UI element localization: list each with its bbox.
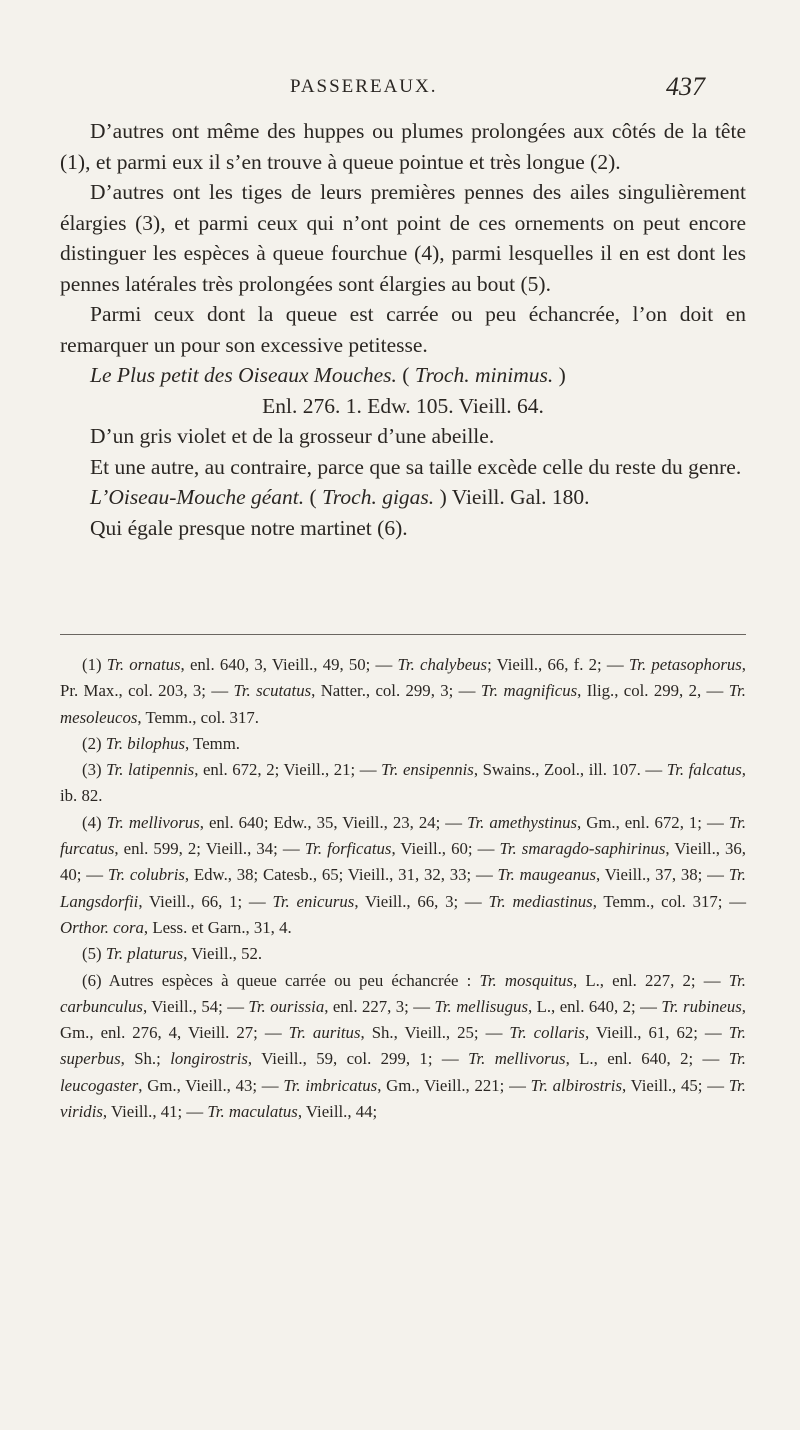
footnote-6: (6) Autres espèces à queue carrée ou peu échancrée : Tr. mosquitus, L., enl. 227, 2; — Tr. carbunculus, Vieill., 54; — Tr. ourissia, enl. 227, 3; — Tr. mellisugus, L., enl. 640, 2; — Tr. rubineus, Gm., enl. 276, 4, Vieill. 27; — Tr. auritus, Sh., Vieill., 25; — Tr. collaris, Vieill., 61, 62; — Tr. superbus, Sh.; longirostris, Vieill., 59, col. 299, 1; — Tr. mellivorus, L., enl. 640, 2; — Tr. leucogaster, Gm., Vieill., 43; — Tr. imbricatus, Gm., Vieill., 221; — Tr. albirostris, Vieill., 45; — Tr. viridis, Vieill., 41; — Tr. maculatus, Vieill., 44; — [60, 970, 747, 1122]
taxon-name: Tr. colubris — [107, 865, 185, 885]
species-heading — [60, 360, 746, 391]
taxon-name: Tr. carbunculus — [60, 970, 746, 1016]
taxon-name: Tr. leucogaster — [60, 1049, 746, 1095]
main-text — [60, 116, 746, 543]
footnote-3: (3) Tr. latipennis, enl. 672, 2; Vieill., 21; — Tr. ensipennis, Swains., Zool., ill. 107. — Tr. falcatus, ib. 82. — [60, 760, 746, 806]
taxon-name: Tr. petasophorus — [628, 655, 742, 674]
taxon-name: Tr. rubineus — [661, 996, 742, 1016]
body-paragraph: D’autres ont les tiges de leurs premières pennes des ailes singulièrement élargies (3), et parmi ceux qui n’ont point de ces ornements on peut encore distinguer les espèces à queue fourchue (4), parmi lesquelles il en est dont les pennes latérales très prolongées sont élargies au bout (5). — [60, 180, 746, 296]
taxon-name: Tr. mosquitus — [479, 970, 573, 990]
species-latin: ( Troch. gigas. ) — [304, 485, 447, 509]
footnote-1: (1) Tr. ornatus, enl. 640, 3, Vieill., 49, 50; — Tr. chalybeus; Vieill., 66, f. 2; — Tr. petasophorus, Pr. Max., col. 203, 3; — Tr. scutatus, Natter., col. 299, 3; — Tr. magnificus, Ilig., col. 299, 2, — Tr. mesoleucos, Temm., col. 317. — [60, 655, 746, 727]
footnote-4: (4) Tr. mellivorus, enl. 640; Edw., 35, Vieill., 23, 24; — Tr. amethystinus, Gm., enl. 672, 1; — Tr. furcatus, enl. 599, 2; Vieill., 34; — Tr. forficatus, Vieill., 60; — Tr. smaragdo-saphirinus, Vieill., 36, 40; — Tr. colubris, Edw., 38; Catesb., 65; Vieill., 31, 32, 33; — Tr. maugeanus, Vieill., 37, 38; — Tr. Langsdorfii, Vieill., 66, 1; — Tr. enicurus, Vieill., 66, 3; — Tr. mediastinus, Temm., col. 317; — Orthor. cora, Less. et Garn., 31, 4. — [60, 812, 747, 937]
taxon-name: Tr. Langsdorfii — [60, 865, 746, 911]
species-description: Qui égale presque notre martinet (6). — [90, 515, 408, 540]
taxon-name: Tr. platurus — [105, 944, 184, 964]
taxon-name: Tr. albirostris — [530, 1075, 622, 1095]
footnote-2: (2) Tr. bilophus, Temm. — [82, 733, 240, 753]
body-paragraph: Parmi ceux dont la queue est carrée ou peu échancrée, l’on doit en remarquer un pour son excessive petitesse. — [60, 302, 746, 357]
taxon-name: Tr. scutatus — [233, 681, 312, 701]
taxon-name: Tr. viridis — [60, 1075, 747, 1122]
taxon-name: Tr. furcatus — [60, 812, 747, 859]
taxon-name: Tr. imbricatus — [283, 1075, 378, 1095]
taxon-name: Tr. maugeanus — [497, 865, 597, 885]
taxon-name: Tr. ensipennis — [381, 760, 474, 780]
taxon-name: Tr. mesoleucos — [60, 681, 746, 727]
footnotes — [60, 652, 746, 1125]
footnote-separator — [60, 634, 746, 635]
taxon-name: Tr. superbus — [60, 1023, 747, 1069]
taxon-name: Tr. chalybeus — [397, 655, 488, 674]
taxon-name: Tr. mellivorus — [468, 1049, 566, 1069]
species-latin: ( Troch. minimus. ) — [396, 363, 566, 387]
body-paragraph: Et une autre, au contraire, parce que sa taille excède celle du reste du genre. — [90, 454, 742, 479]
taxon-name: Tr. bilophus — [105, 733, 186, 753]
taxon-name: Tr. maculatus — [207, 1102, 298, 1122]
taxon-name: Tr. mediastinus — [488, 891, 593, 911]
taxon-name: Tr. ornatus — [106, 655, 181, 674]
taxon-name: Tr. forficatus — [304, 839, 392, 859]
taxon-name: Tr. ourissia — [248, 996, 325, 1016]
body-paragraph: D’autres ont même des huppes ou plumes prolongées aux côtés de la tête (1), et parmi eux il s’en trouve à queue pointue et très longue (2). — [60, 119, 746, 174]
species-description: D’un gris violet et de la grosseur d’une abeille. — [90, 424, 495, 448]
taxon-name: Orthor. cora — [60, 917, 144, 937]
taxon-name: Tr. smaragdo-saphirinus — [499, 839, 666, 859]
species-name: L’Oiseau-Mouche géant. — [90, 485, 305, 509]
species-references: Enl. 276. 1. Edw. 105. Vieill. 64. — [262, 393, 544, 418]
taxon-name: Tr. mellivorus — [106, 812, 200, 832]
taxon-name: Tr. enicurus — [272, 891, 355, 911]
taxon-name: Tr. collaris — [509, 1023, 585, 1043]
taxon-name: longirostris — [170, 1049, 248, 1069]
footnote-5: (5) Tr. platurus, Vieill., 52. — [82, 944, 263, 964]
species-name: Le Plus petit des Oiseaux Mouches. — [90, 363, 397, 387]
species-heading — [60, 482, 746, 513]
species-references: Vieill. Gal. 180. — [446, 485, 590, 509]
page-header — [0, 72, 800, 112]
taxon-name: Tr. latipennis — [106, 760, 195, 780]
taxon-name: Tr. magnificus — [480, 681, 578, 701]
running-title: PASSEREAUX. — [290, 76, 438, 97]
taxon-name: Tr. auritus — [288, 1023, 361, 1043]
taxon-name: Tr. mellisugus — [434, 996, 528, 1016]
taxon-name: Tr. amethystinus — [467, 812, 578, 832]
page-number: 437 — [666, 72, 705, 101]
taxon-name: Tr. falcatus — [666, 760, 742, 780]
